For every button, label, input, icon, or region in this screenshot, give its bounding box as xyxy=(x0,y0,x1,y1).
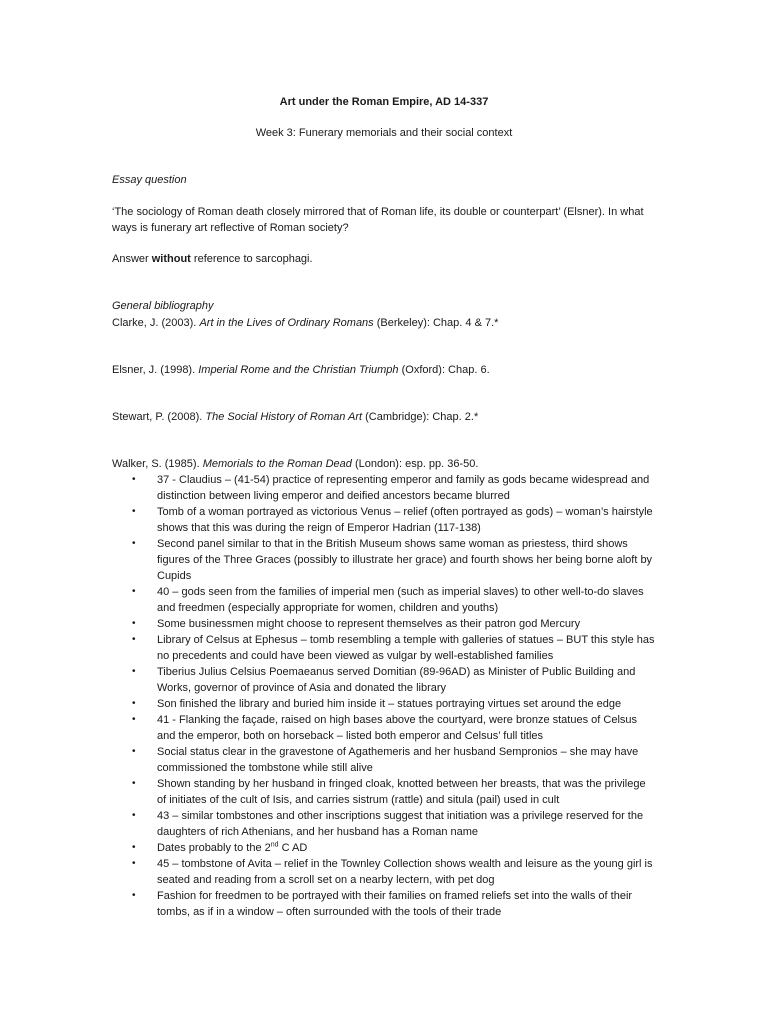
answer-suffix: reference to sarcophagi. xyxy=(193,253,313,265)
list-item xyxy=(112,584,657,616)
bullet-icon: • xyxy=(132,538,136,549)
bullet-icon: • xyxy=(132,810,136,821)
answer-emphasis: without xyxy=(151,253,191,265)
bullet-icon: • xyxy=(132,698,136,709)
list-item xyxy=(112,808,657,840)
notes-list xyxy=(112,472,657,920)
note-text: Dates probably to the 2 xyxy=(157,842,271,854)
bullet-icon: • xyxy=(132,746,136,757)
list-item xyxy=(112,856,657,888)
bib-details: (London): esp. pp. 36-50. xyxy=(354,458,479,470)
bullet-icon: • xyxy=(132,618,136,629)
note-text: 37 - Claudius – (41-54) practice of representing emperor and family as gods became widespread and distinction between living emperor and deified ancestors became blurred xyxy=(157,474,650,502)
list-item xyxy=(112,472,657,504)
list-item xyxy=(112,840,657,856)
bib-details: (Cambridge): Chap. 2.* xyxy=(365,411,479,423)
bullet-icon: • xyxy=(132,858,136,869)
note-text: Shown standing by her husband in fringed cloak, knotted between her breasts, that was the privilege of initiates of the cult of Isis, and carries sistrum (rattle) and situla (pail) used in cult xyxy=(157,778,646,806)
answer-prefix: Answer xyxy=(112,253,149,265)
bullet-icon: • xyxy=(132,714,136,725)
bib-title: Imperial Rome and the Christian Triumph xyxy=(198,364,399,376)
list-item xyxy=(112,616,657,632)
note-text: Son finished the library and buried him inside it – statues portraying virtues set around the edge xyxy=(157,698,622,710)
bib-author: Stewart, P. (2008). xyxy=(112,411,203,423)
essay-question-text: ‘The sociology of Roman death closely mirrored that of Roman life, its double or counterpart’ (Elsner). In what ways is funerary art reflective of Roman society? xyxy=(112,206,644,234)
bib-title: The Social History of Roman Art xyxy=(205,411,363,423)
list-item xyxy=(112,632,657,664)
bullet-icon: • xyxy=(132,778,136,789)
bullet-icon: • xyxy=(132,586,136,597)
bibliography-label: General bibliography xyxy=(112,300,214,312)
bullet-icon: • xyxy=(132,890,136,901)
bib-details: (Berkeley): Chap. 4 & 7.* xyxy=(376,317,499,329)
ordinal-suffix: nd xyxy=(270,841,279,849)
bib-details: (Oxford): Chap. 6. xyxy=(401,364,490,376)
list-item xyxy=(112,888,657,920)
essay-question-label: Essay question xyxy=(112,174,187,186)
bibliography-entry xyxy=(112,362,657,378)
bullet-icon: • xyxy=(132,474,136,485)
list-item xyxy=(112,696,657,712)
note-text: Fashion for freedmen to be portrayed with their families on framed reliefs set into the walls of their tombs, as if in a window – often surrounded with the tools of their trade xyxy=(157,890,633,918)
bullet-icon: • xyxy=(132,842,136,853)
list-item xyxy=(112,664,657,696)
answer-instruction xyxy=(112,251,657,267)
bibliography-entry xyxy=(112,409,657,425)
bib-author: Elsner, J. (1998). xyxy=(112,364,196,376)
list-item xyxy=(112,536,657,584)
document-title: Art under the Roman Empire, AD 14-337 xyxy=(279,96,489,108)
note-text: Some businessmen might choose to represent themselves as their patron god Mercury xyxy=(157,618,581,630)
note-text: Social status clear in the gravestone of Agathemeris and her husband Sempronios – she may have commissioned the tombstone while still alive xyxy=(157,746,639,774)
note-text-suffix: C AD xyxy=(278,842,308,854)
bullet-icon: • xyxy=(132,666,136,677)
list-item xyxy=(112,712,657,744)
note-text: 40 – gods seen from the families of imperial men (such as imperial slaves) to other well-to-do slaves and freedmen (especially appropriate for women, children and youths) xyxy=(157,586,644,614)
list-item xyxy=(112,744,657,776)
bibliography-entry xyxy=(112,315,657,331)
bib-author: Walker, S. (1985). xyxy=(112,458,200,470)
bibliography-entry xyxy=(112,456,657,472)
note-text: Library of Celsus at Ephesus – tomb resembling a temple with galleries of statues – BUT this style has no precedents and could have been viewed as vulgar by well-established families xyxy=(157,634,655,662)
list-item xyxy=(112,776,657,808)
note-text: 41 - Flanking the façade, raised on high bases above the courtyard, were bronze statues of Celsus and the emperor, both on horseback – listed both emperor and Celsus’ full titles xyxy=(157,714,638,742)
note-text: 43 – similar tombstones and other inscriptions suggest that initiation was a privilege reserved for the daughters of rich Athenians, and her husband has a Roman name xyxy=(157,810,644,838)
bullet-icon: • xyxy=(132,634,136,645)
bib-author: Clarke, J. (2003). xyxy=(112,317,197,329)
document-subtitle: Week 3: Funerary memorials and their social context xyxy=(255,127,513,139)
note-text: 45 – tombstone of Avita – relief in the Townley Collection shows wealth and leisure as the young girl is seated and reading from a scroll set on a nearby lectern, with pet dog xyxy=(157,858,653,886)
bib-title: Art in the Lives of Ordinary Romans xyxy=(199,317,374,329)
list-item xyxy=(112,504,657,536)
bib-title: Memorials to the Roman Dead xyxy=(202,458,352,470)
note-text: Tomb of a woman portrayed as victorious Venus – relief (often portrayed as gods) – woman’s hairstyle shows that this was during the reign of Emperor Hadrian (117-138) xyxy=(157,506,653,534)
bullet-icon: • xyxy=(132,506,136,517)
note-text: Tiberius Julius Celsius Poemaeanus served Domitian (89-96AD) as Minister of Public Building and Works, governor of province of Asia and donated the library xyxy=(157,666,636,694)
note-text: Second panel similar to that in the British Museum shows same woman as priestess, third shows figures of the Three Graces (possibly to illustrate her grace) and fourth shows her being borne aloft by Cupids xyxy=(157,538,653,582)
